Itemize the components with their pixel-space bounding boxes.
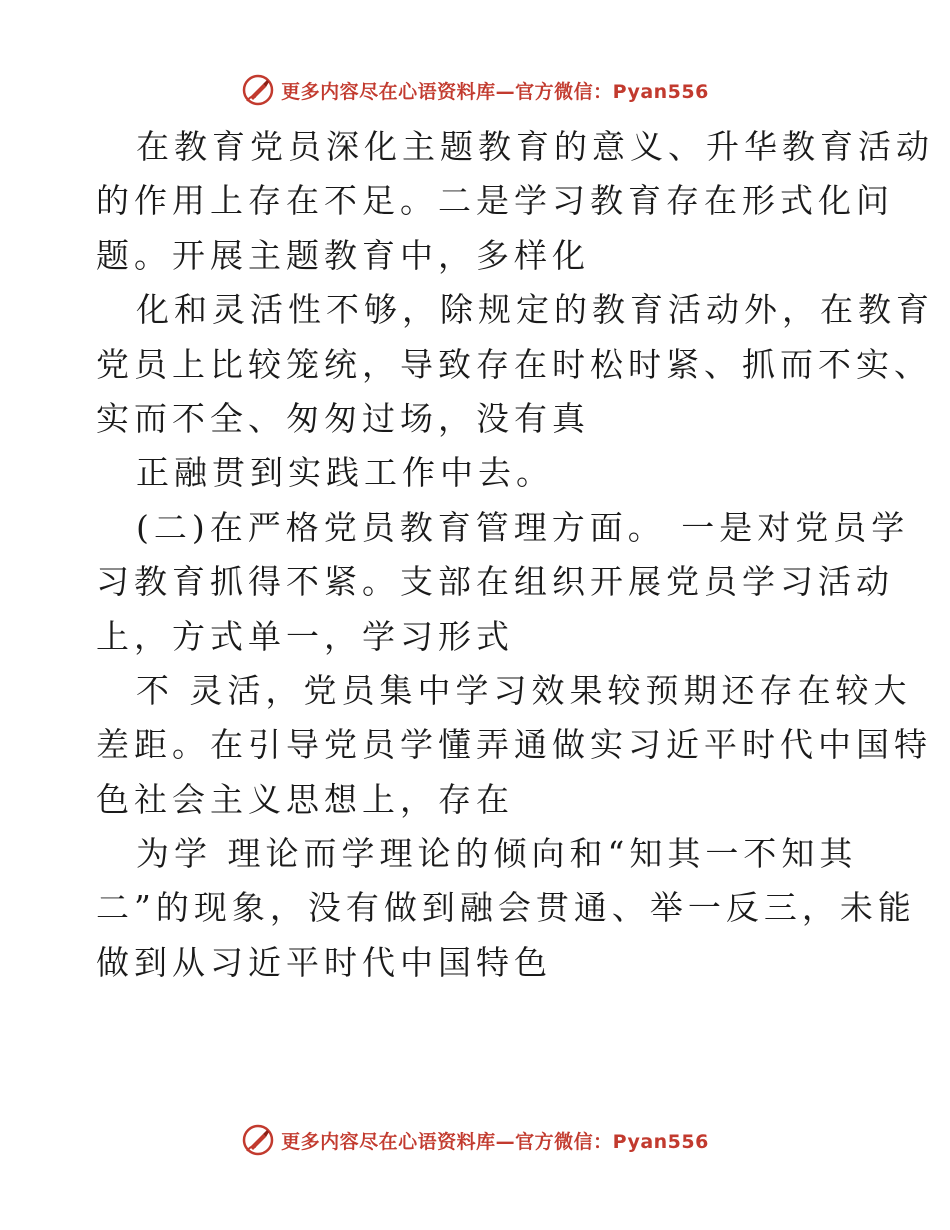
watermark-site-text: 更多内容尽在心语资料库— xyxy=(281,80,516,103)
footer-watermark xyxy=(0,1122,950,1158)
pen-logo-icon xyxy=(241,1123,275,1157)
body-line: 为学 理论而学理论的倾向和“知其一不知其 xyxy=(136,834,858,874)
body-line: 实而不全、匆匆过场，没有真 xyxy=(96,398,590,438)
body-line: 上，方式单一，学习形式 xyxy=(96,616,514,656)
watermark-wechat-text: 官方微信：Pyan556 xyxy=(515,80,709,103)
body-line: 二”的现象，没有做到融会贯通、举一反三，未能 xyxy=(96,888,916,928)
watermark-banner xyxy=(241,1122,709,1158)
body-line: 不 灵活，党员集中学习效果较预期还存在较大 xyxy=(136,670,912,710)
body-line: 做到从习近平时代中国特色 xyxy=(96,942,552,982)
watermark-text xyxy=(281,1127,709,1154)
watermark-site-text: 更多内容尽在心语资料库— xyxy=(281,1130,516,1153)
body-line: (二)在严格党员教育管理方面。 一是对党员学 xyxy=(136,507,910,547)
header-watermark xyxy=(0,72,950,108)
body-line: 的作用上存在不足。二是学习教育存在形式化问 xyxy=(96,181,894,221)
body-line: 色社会主义思想上，存在 xyxy=(96,779,514,819)
document-body xyxy=(96,120,934,990)
body-line: 题。开展主题教育中，多样化 xyxy=(96,235,590,275)
watermark-banner xyxy=(241,72,709,108)
body-line: 正融贯到实践工作中去。 xyxy=(136,453,554,493)
body-line: 习教育抓得不紧。支部在组织开展党员学习活动 xyxy=(96,562,894,602)
body-line: 在教育党员深化主题教育的意义、升华教育活动 xyxy=(136,127,934,166)
pen-logo-icon xyxy=(241,73,275,107)
watermark-text xyxy=(281,77,709,104)
body-line: 化和灵活性不够，除规定的教育活动外，在教育 xyxy=(136,290,934,330)
body-line: 差距。在引导党员学懂弄通做实习近平时代中国特 xyxy=(96,725,932,765)
body-line: 党员上比较笼统，导致存在时松时紧、抓而不实、 xyxy=(96,344,932,384)
watermark-wechat-text: 官方微信：Pyan556 xyxy=(515,1130,709,1153)
